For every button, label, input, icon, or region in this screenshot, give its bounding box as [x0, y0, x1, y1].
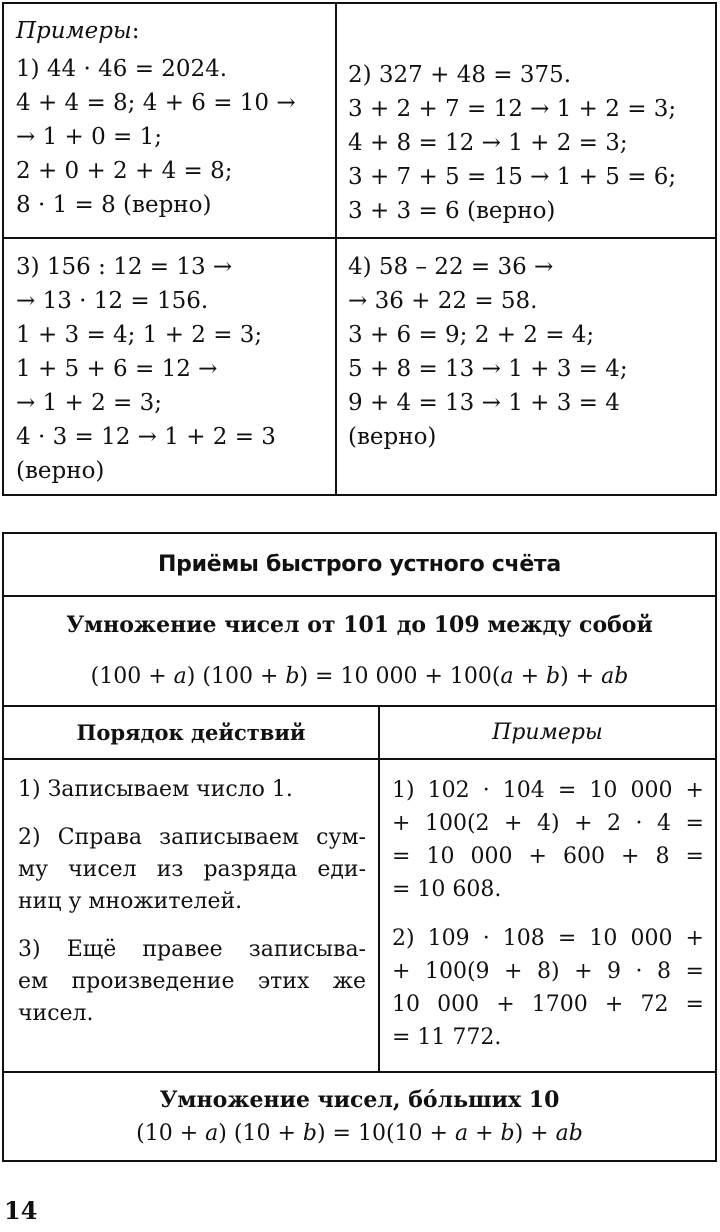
technique-example-2: [392, 922, 704, 1054]
step-3: [18, 934, 366, 1030]
example-cell-1: Примеры: 1) 44 · 46 = 2024. 4 + 4 = 8; 4 + 6 = 10 → → 1 + 0 = 1; 2 + 0 + 2 + 4 = 8; 8 · 1 = 8 (верно): [16, 14, 332, 222]
step-line: 3) Ещё правее записыва-: [18, 937, 366, 962]
techniques-table: [2, 532, 717, 1162]
technique-example-1: [392, 774, 704, 906]
examples-table-vertical-divider: [335, 4, 337, 494]
example-2-line: 3 + 2 + 7 = 12 → 1 + 2 = 3;: [348, 96, 677, 122]
step-line: 1) Записываем число 1.: [18, 777, 293, 802]
examples-table-horizontal-divider: [4, 237, 715, 239]
section1-formula: (100 + a) (100 + b) = 10 000 + 100(a + b) + ab: [90, 664, 629, 689]
techniques-title: Приёмы быстрого устного счёта: [158, 552, 561, 577]
example-2-line: 3 + 3 = 6 (верно): [348, 198, 556, 224]
example-cell-4: [348, 250, 714, 454]
step-line: чисел.: [18, 1001, 94, 1026]
section2-heading: Умножение чисел, бóльших 10: [159, 1087, 560, 1113]
technique-example-line: = 11 772.: [392, 1025, 502, 1050]
example-3-line: → 1 + 2 = 3;: [16, 390, 163, 416]
example-3-line: 3) 156 : 12 = 13 →: [16, 254, 233, 280]
technique-example-line: 1) 102 · 104 = 10 000 +: [392, 778, 704, 803]
section1-divider: [4, 705, 715, 707]
technique-example-line: + 100(9 + 8) + 9 · 8 =: [392, 959, 704, 984]
example-3-line: → 13 · 12 = 156.: [16, 288, 209, 314]
technique-example-line: + 100(2 + 4) + 2 · 4 =: [392, 811, 704, 836]
title-divider: [4, 595, 715, 597]
technique-example-line: = 10 608.: [392, 877, 502, 902]
steps-column: [18, 774, 366, 1046]
section2-divider: [4, 1071, 715, 1073]
technique-example-line: = 10 000 + 600 + 8 =: [392, 844, 704, 869]
example-3-line: 1 + 5 + 6 = 12 →: [16, 356, 218, 382]
example-3-line: 1 + 3 = 4; 1 + 2 = 3;: [16, 322, 263, 348]
step-line: му чисел из разряда еди-: [18, 857, 366, 882]
technique-example-line: 10 000 + 1700 + 72 =: [392, 992, 704, 1017]
example-1-line: 2 + 0 + 2 + 4 = 8;: [16, 158, 233, 184]
example-3-line: 4 · 3 = 12 → 1 + 2 = 3: [16, 424, 276, 450]
step-line: ем произведение этих же: [18, 969, 366, 994]
example-4-line: 5 + 8 = 13 → 1 + 3 = 4;: [348, 356, 628, 382]
column-header-examples: Примеры: [492, 720, 603, 745]
technique-examples-column: [392, 774, 704, 1070]
technique-example-line: 2) 109 · 108 = 10 000 +: [392, 926, 704, 951]
step-line: ниц у множителей.: [18, 889, 243, 914]
example-1-line: 4 + 4 = 8; 4 + 6 = 10 →: [16, 90, 296, 116]
example-3-line: (верно): [16, 458, 105, 484]
section2-formula: (10 + a) (10 + b) = 10(10 + a + b) + ab: [136, 1121, 583, 1146]
example-1-line: → 1 + 0 = 1;: [16, 124, 163, 150]
example-2-line: 2) 327 + 48 = 375.: [348, 62, 572, 88]
example-cell-2: [348, 58, 714, 228]
column-header-order: Порядок действий: [76, 720, 306, 745]
page-number: 14: [4, 1196, 38, 1225]
example-4-line: 3 + 6 = 9; 2 + 2 = 4;: [348, 322, 595, 348]
example-4-line: 9 + 4 = 13 → 1 + 3 = 4: [348, 390, 620, 416]
step-1: [18, 774, 366, 806]
example-1-line: 1) 44 · 46 = 2024.: [16, 56, 228, 82]
example-cell-3: [16, 250, 332, 488]
step-2: [18, 822, 366, 918]
header-divider: [4, 758, 715, 760]
step-line: 2) Справа записываем сум-: [18, 825, 366, 850]
section1-heading: Умножение чисел от 101 до 109 между собой: [66, 612, 653, 638]
example-4-line: 4) 58 – 22 = 36 →: [348, 254, 554, 280]
example-1-line: 8 · 1 = 8 (верно): [16, 192, 212, 218]
example-2-line: 3 + 7 + 5 = 15 → 1 + 5 = 6;: [348, 164, 677, 190]
examples-header: Примеры: [16, 18, 132, 44]
example-2-line: 4 + 8 = 12 → 1 + 2 = 3;: [348, 130, 628, 156]
example-4-line: → 36 + 22 = 58.: [348, 288, 538, 314]
example-4-line: (верно): [348, 424, 437, 450]
examples-table: [2, 2, 717, 496]
